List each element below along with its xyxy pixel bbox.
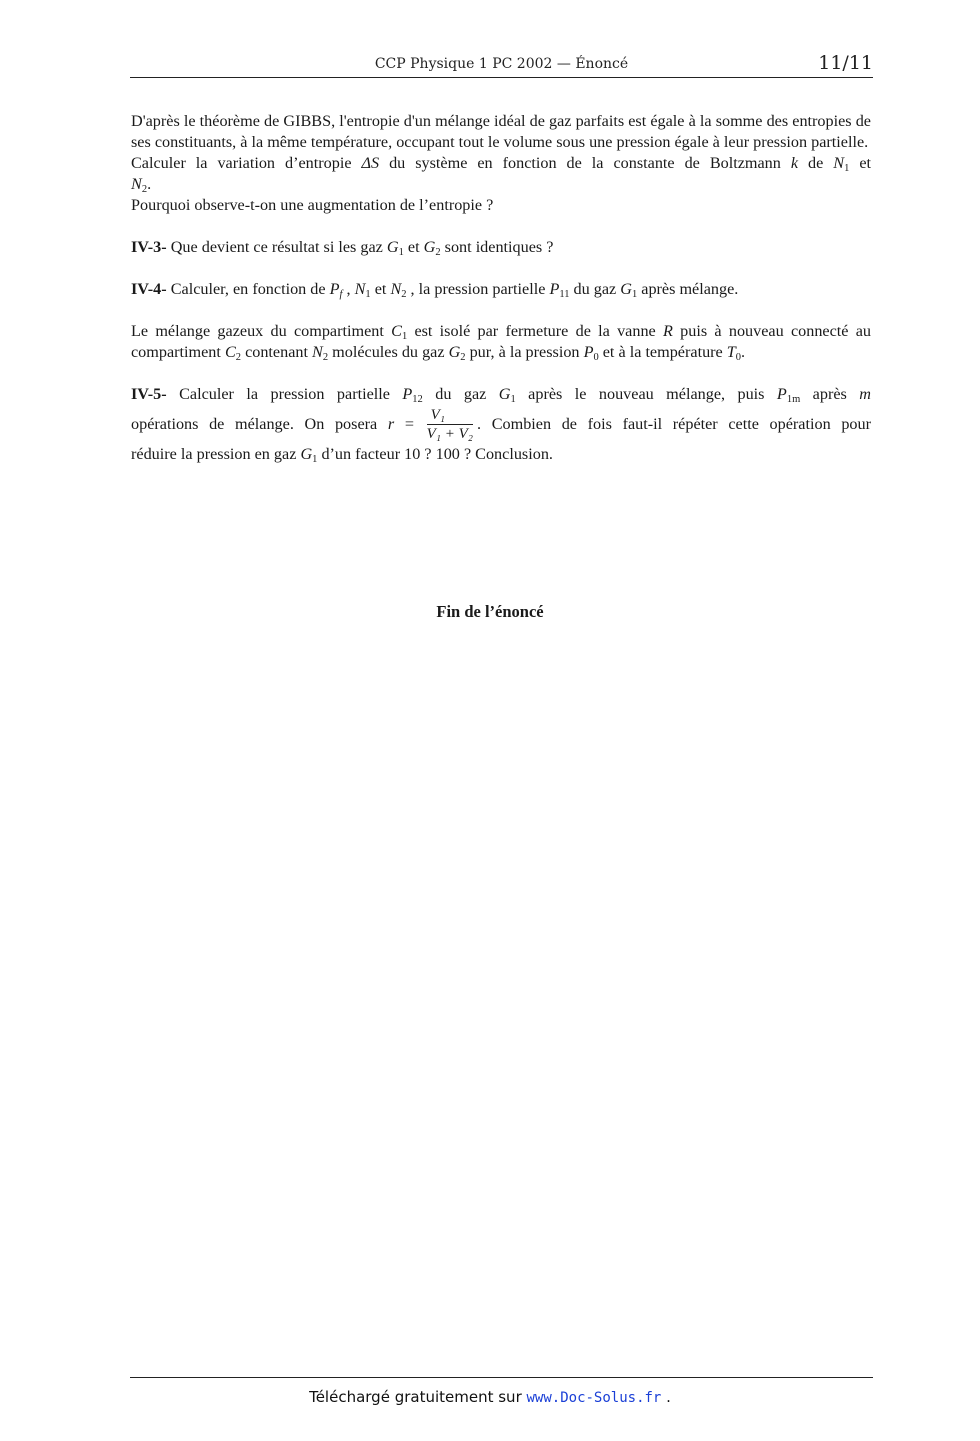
question-iv-3: IV-3- Que devient ce résultat si les gaz $G_1$ et $G_2$ sont identiques ? [131,238,554,258]
question-iv-5-line-2: opérations de mélange. On posera r = $\frac{\text{V₁}}{\text{V₁ + V₂}}$ . Combien de fois faut-il répéter cette opération pour [131,407,871,442]
page-footer: Téléchargé gratuitement sur www.Doc-Solus.fr . [309,1388,671,1406]
question-iv-5-line-1: IV-5- Calculer la pression partielle $P_{12}$ du gaz $G_1$ après le nouveau mélange, puis $P_{1m}$ après m [131,385,871,405]
page-header [130,52,873,76]
paragraph-why: Pourquoi observe-t-on une augmentation de l’entropie ? [131,196,494,214]
footer-rule [130,1377,873,1378]
paragraph-entropy-question: Calculer la variation d’entropie ΔS du système en fonction de la constante de Boltzmann k de $N_1$ et [131,154,872,174]
page-number: 11/11 [818,52,873,74]
question-iv-4: IV-4- Calculer, en fonction de $P_f$ , $N_1$ et $N_2$ , la pression partielle $P_{11}$ du gaz $G_1$ après mélange. [131,280,739,300]
question-iv-5 [131,384,871,468]
header-rule [130,77,873,78]
volume-ratio-fraction: $\frac{\text{V₁}}{\text{V₁ + V₂}}$ [426,407,474,442]
document-body [131,111,871,468]
header-title: CCP Physique 1 PC 2002 — Énoncé [374,56,629,72]
footer-text: Téléchargé gratuitement sur [309,1388,527,1406]
paragraph-new-mixture: Le mélange gazeux du compartiment $C_1$ est isolé par fermeture de la vanne R puis à nouveau connecté au compartiment $C_2$ contenant $N_2$ molécules du gaz $G_2$ pur, à la pression $P_0$ et à la température $T_0$. [131,322,872,363]
footer-link[interactable]: www.Doc-Solus.fr [526,1390,662,1406]
paragraph-gibbs: D'après le théorème de GIBBS, l'entropie d'un mélange idéal de gaz parfaits est égale à la somme des entropies de ses constituants, à la même température, occupant tout le volume sous une pression égale à leur pression partielle. [131,112,871,151]
end-of-statement: Fin de l’énoncé [436,602,544,621]
paragraph-entropy-question-end: $N_2$. [131,175,152,195]
question-iv-5-line-3: réduire la pression en gaz $G_1$ d’un facteur 10 ? 100 ? Conclusion. [131,445,553,465]
